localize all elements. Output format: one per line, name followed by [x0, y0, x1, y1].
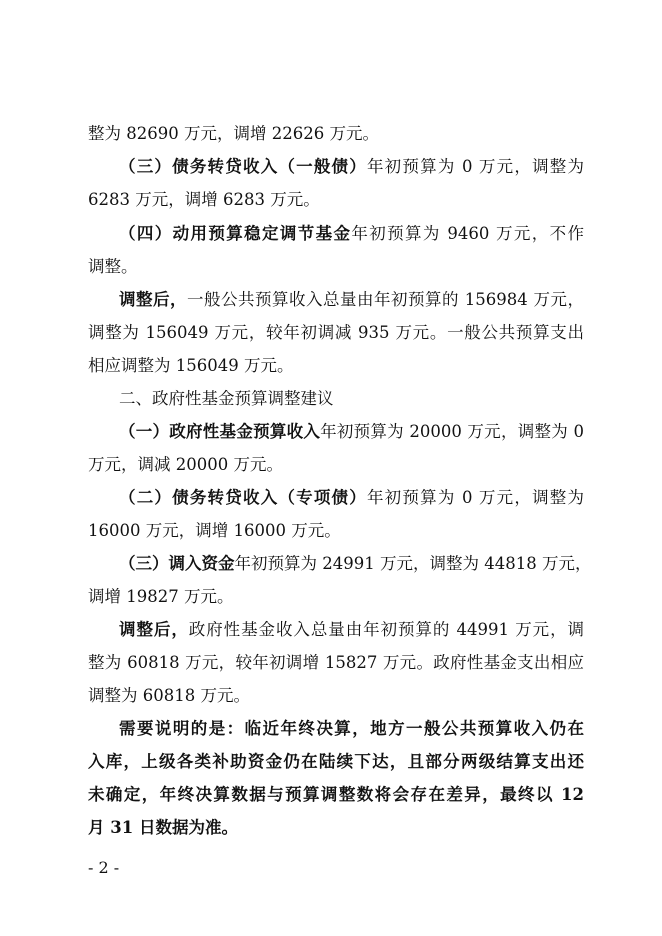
text-span: 调增 19827 万元。 [88, 587, 234, 606]
page-number: - 2 - [88, 858, 120, 877]
heading-span: （一）政府性基金预算收入 [119, 422, 321, 441]
heading-span: 调整后， [119, 290, 188, 309]
section-heading [119, 391, 584, 408]
paragraph-line [88, 655, 584, 672]
paragraph-line [88, 259, 584, 276]
paragraph-line [119, 554, 592, 573]
text-span: 整为 60818 万元，较年初调增 15827 万元。政府性基金支出相应 [88, 653, 584, 672]
note-line [119, 721, 584, 738]
heading-span: （二）债务转贷收入（专项债） [119, 488, 367, 507]
paragraph-line [88, 358, 584, 375]
heading-span: （三）债务转贷收入（一般债） [119, 157, 367, 176]
text-span: 16000 万元，调增 16000 万元。 [88, 521, 341, 540]
paragraph-line [119, 490, 584, 507]
text-span: 年初预算为 0 万元，调整为 [366, 157, 584, 176]
paragraph-line [88, 126, 584, 143]
text-span: 年初预算为 0 万元，调整为 [366, 488, 584, 507]
text-span: 入库，上级各类补助资金仍在陆续下达，且部分两级结算支出还 [88, 752, 584, 771]
text-span: 调整为 60818 万元。 [88, 686, 250, 705]
paragraph-line [119, 226, 584, 243]
text-span: 万元，调减 20000 万元。 [88, 455, 283, 474]
heading-span: （四）动用预算稳定调节基金 [119, 224, 352, 243]
text-span: 月 31 日数据为准。 [88, 818, 238, 837]
paragraph-line [119, 292, 584, 309]
text-span: 政府性基金收入总量由年初预算的 44991 万元，调 [188, 620, 585, 639]
paragraph-line [119, 424, 584, 441]
note-line [88, 787, 584, 804]
paragraph-line [88, 523, 584, 540]
text-span: 一般公共预算收入总量由年初预算的 156984 万元， [187, 290, 585, 309]
text-span: 年初预算为 24991 万元，调整为 44818 万元， [234, 554, 592, 573]
paragraph-line [119, 622, 584, 639]
text-span: 二、政府性基金预算调整建议 [119, 389, 334, 408]
text-span: 调整为 156049 万元，较年初调减 935 万元。一般公共预算支出 [88, 323, 584, 342]
note-line [88, 754, 584, 771]
text-span: 调整。 [88, 257, 138, 276]
paragraph-line [88, 589, 584, 606]
paragraph-line [88, 325, 584, 342]
paragraph-line [88, 688, 584, 705]
text-span: 年初预算为 20000 万元，调整为 0 [320, 422, 584, 441]
text-span: 未确定，年终决算数据与预算调整数将会存在差异，最终以 12 [88, 785, 584, 804]
text-span: 相应调整为 156049 万元。 [88, 356, 294, 375]
heading-span: 调整后， [119, 620, 189, 639]
text-span: 需要说明的是：临近年终决算，地方一般公共预算收入仍在 [119, 719, 584, 738]
text-span: 整为 82690 万元，调增 22626 万元。 [88, 124, 379, 143]
text-span: 年初预算为 9460 万元，不作 [351, 224, 585, 243]
heading-span: （三）调入资金 [119, 554, 235, 573]
text-span: 6283 万元，调增 6283 万元。 [88, 190, 320, 209]
paragraph-line [88, 457, 584, 474]
paragraph-line [88, 192, 584, 209]
note-line [88, 820, 584, 837]
paragraph-line [119, 159, 584, 176]
